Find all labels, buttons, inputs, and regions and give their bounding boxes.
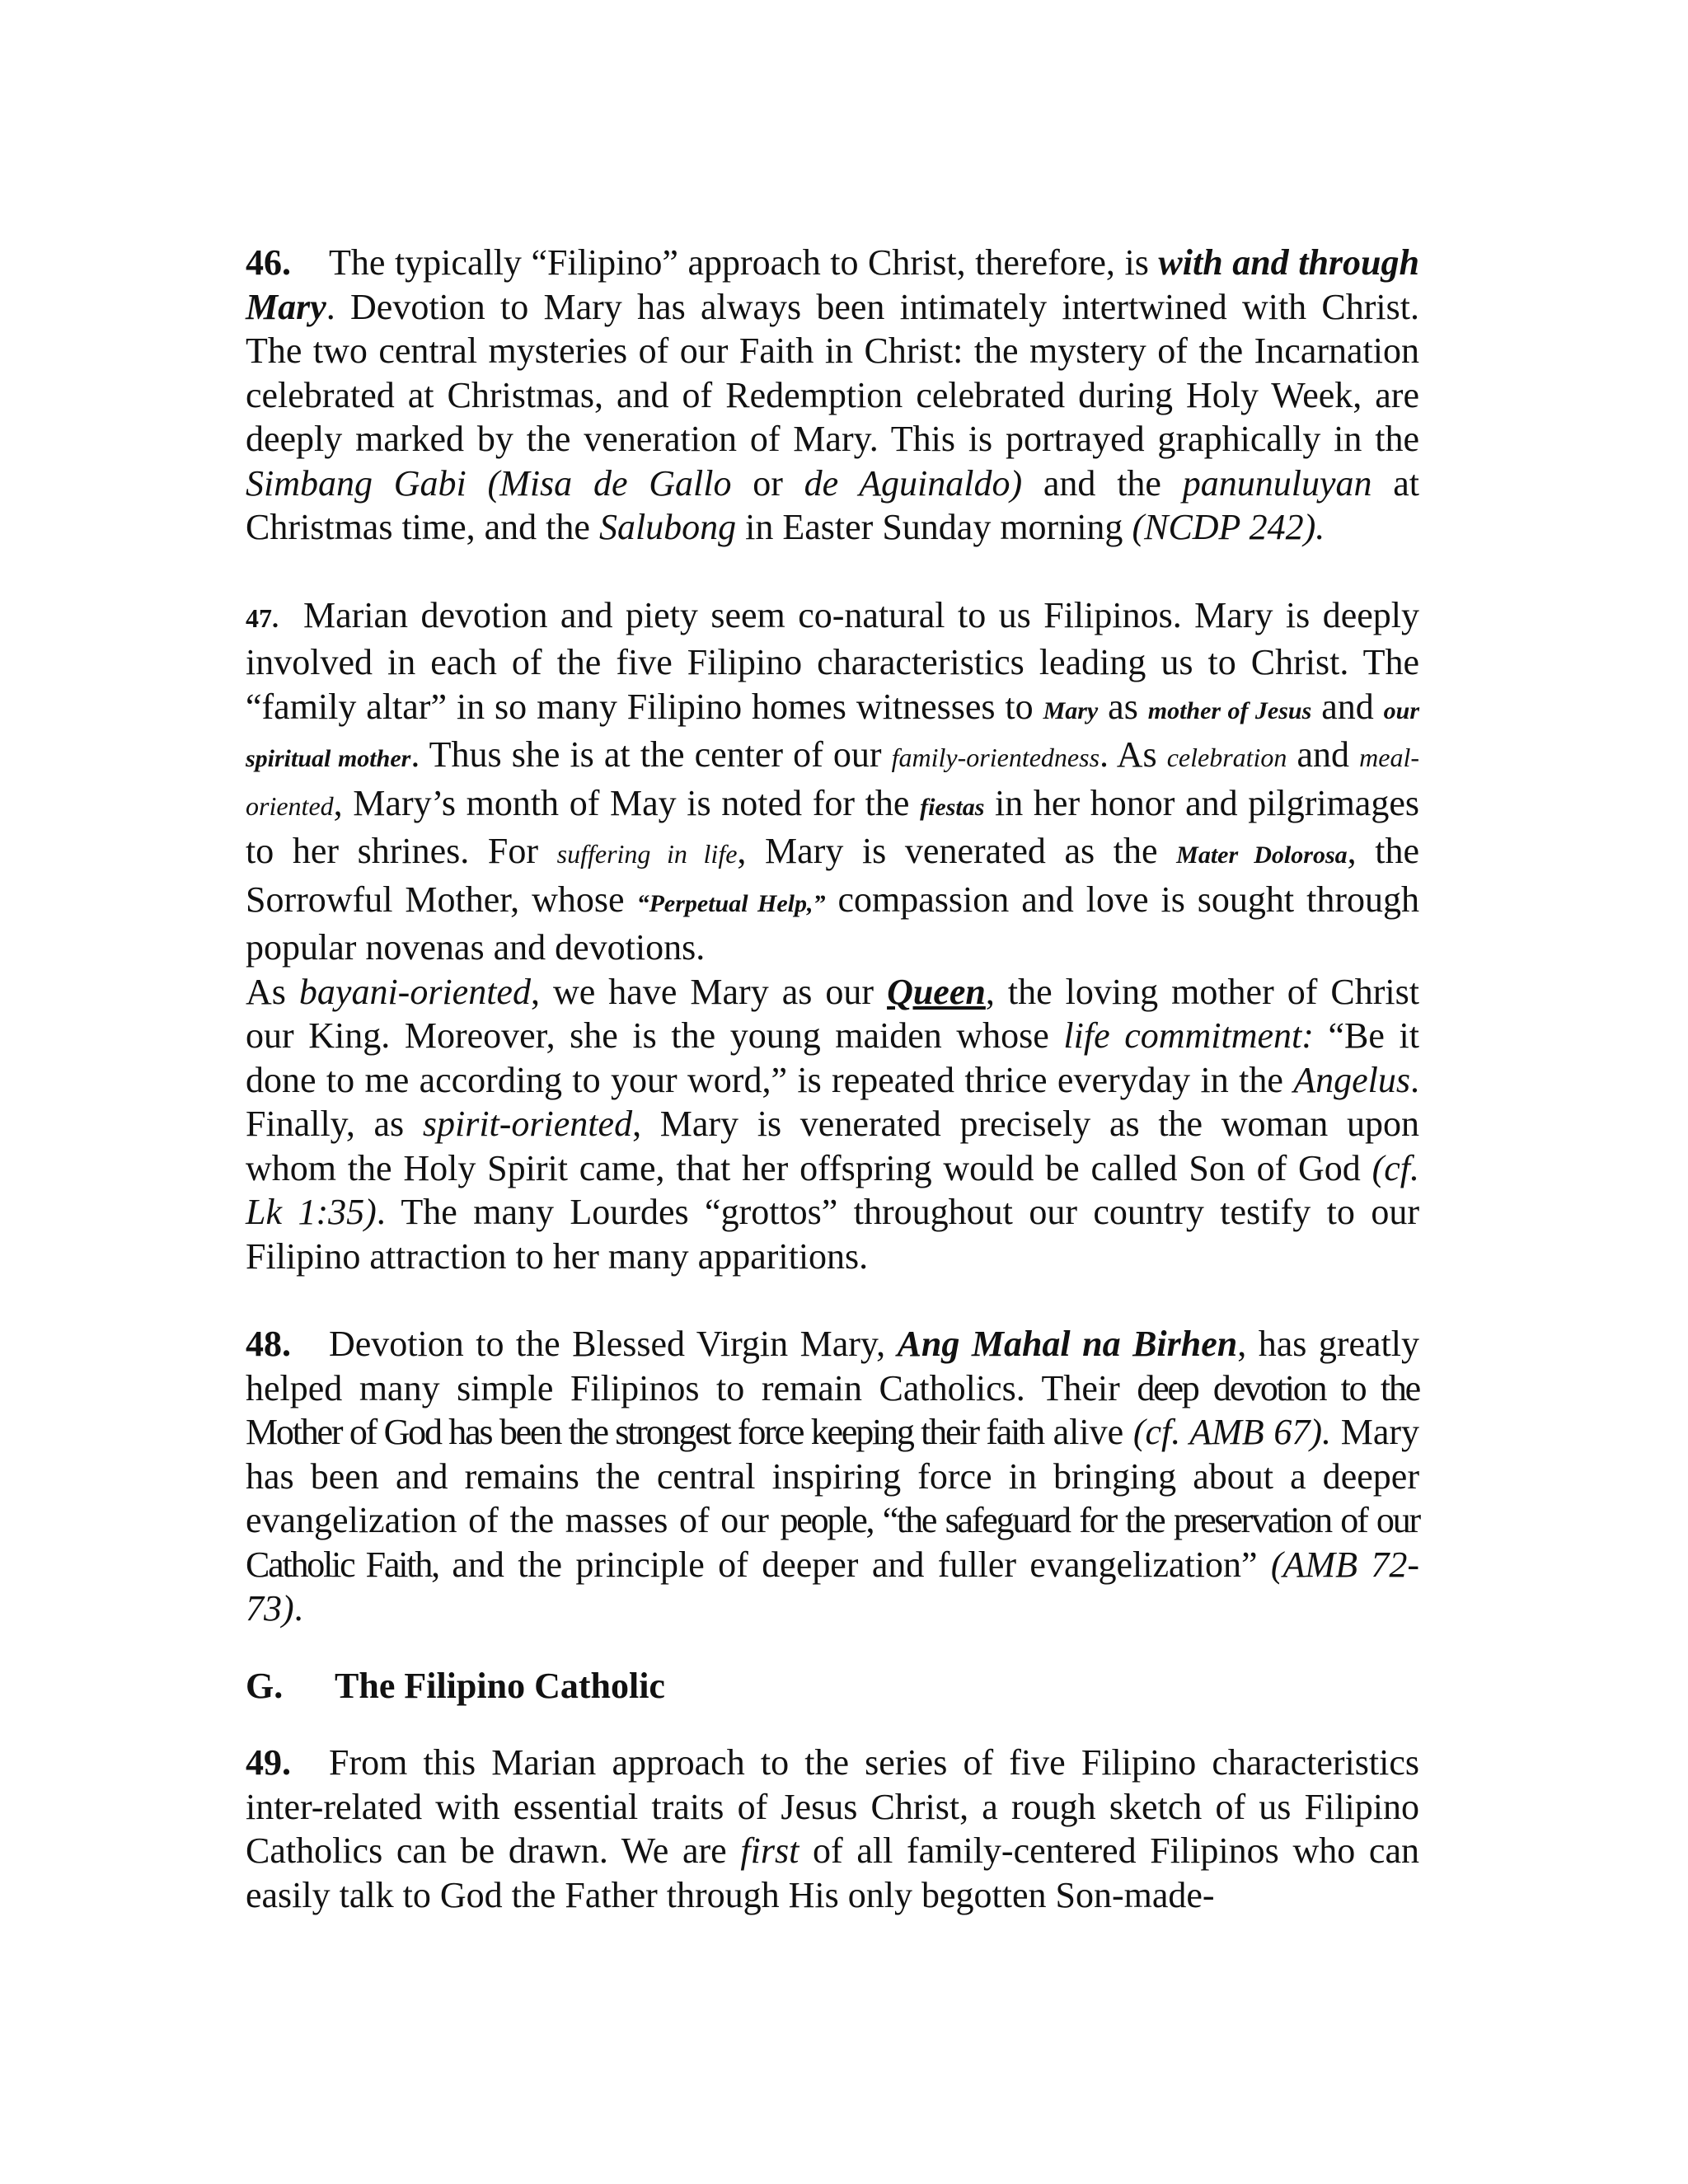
paragraph-number: 46. xyxy=(246,242,291,283)
citation: (cf. Lk 1:35) xyxy=(246,1147,1419,1232)
document-page xyxy=(246,241,1419,1917)
paragraph-48: 48. Devotion to the Blessed Virgin Mary, Ang Mahal na Birhen, has greatly helped many simple Filipinos to remain Catholics. Their deep devotion to the Mother of God has been the strongest force keeping their faith alive (cf. AMB 67). Mary has been and remains the central inspiring force in bringing about a deeper evangelization of the masses of our people, “the safeguard for the preservation of our Catholic Faith, and the principle of deeper and fuller evangelization” (AMB 72-73). xyxy=(246,1324,1420,1629)
paragraph-number: 48. xyxy=(246,1324,291,1364)
citation: (NCDP 242). xyxy=(1132,507,1325,547)
section-title: The Filipino Catholic xyxy=(335,1665,665,1706)
paragraph-number: 47. xyxy=(246,602,279,633)
paragraph-47-continued: As bayani-oriented, we have Mary as our Queen, the loving mother of Christ our King. Moreover, she is the young maiden whose life commitment: “Be it done to me according to your word,” is repeated thrice everyday in the Angelus. Finally, as spirit-oriented, Mary is venerated precisely as the woman upon whom the Holy Spirit came, that her offspring would be called Son of God (cf. Lk 1:35). The many Lourdes “grottos” throughout our country testify to our Filipino attraction to her many apparitions. xyxy=(246,971,1419,1277)
emphasis-queen: Queen xyxy=(887,971,986,1012)
paragraph-number: 49. xyxy=(246,1742,291,1783)
paragraph-46: 46. The typically “Filipino” approach to Christ, therefore, is with and through Mary. Devotion to Mary has always been intimately intertwined with Christ. The two central mysteries of our Faith in Christ: the mystery of the Incarnation celebrated at Christmas, and of Redemption celebrated during Holy Week, are deeply marked by the veneration of Mary. This is portrayed graphically in the Simbang Gabi (Misa de Gallo or de Aguinaldo) and the panunuluyan at Christmas time, and the Salubong in Easter Sunday morning (NCDP 242). xyxy=(246,242,1420,547)
citation: (AMB 72-73) xyxy=(246,1544,1419,1629)
section-heading xyxy=(246,1664,1419,1708)
section-letter: G. xyxy=(246,1665,284,1706)
emphasis: with and through Mary xyxy=(246,242,1419,327)
paragraph-49: 49. From this Marian approach to the series of five Filipino characteristics inter-related with essential traits of Jesus Christ, a rough sketch of us Filipino Catholics can be drawn. We are first of all family-centered Filipinos who can easily talk to God the Father through His only begotten Son-made- xyxy=(246,1742,1419,1915)
paragraph-47: 47. Marian devotion and piety seem co-natural to us Filipinos. Mary is deeply involved in each of the five Filipino characteristics leading us to Christ. The “family altar” in so many Filipino homes witnesses to Mary as mother of Jesus and our spiritual mother. Thus she is at the center of our family-orientedness. As celebration and meal-oriented, Mary’s month of May is noted for the fiestas in her honor and pilgrimages to her shrines. For suffering in life, Mary is venerated as the Mater Dolorosa, the Sorrowful Mother, whose “Perpetual Help,” compassion and love is sought through popular novenas and devotions. xyxy=(246,594,1420,968)
emphasis: Ang Mahal na Birhen xyxy=(897,1324,1238,1364)
citation: (cf. AMB 67). xyxy=(1132,1412,1331,1452)
